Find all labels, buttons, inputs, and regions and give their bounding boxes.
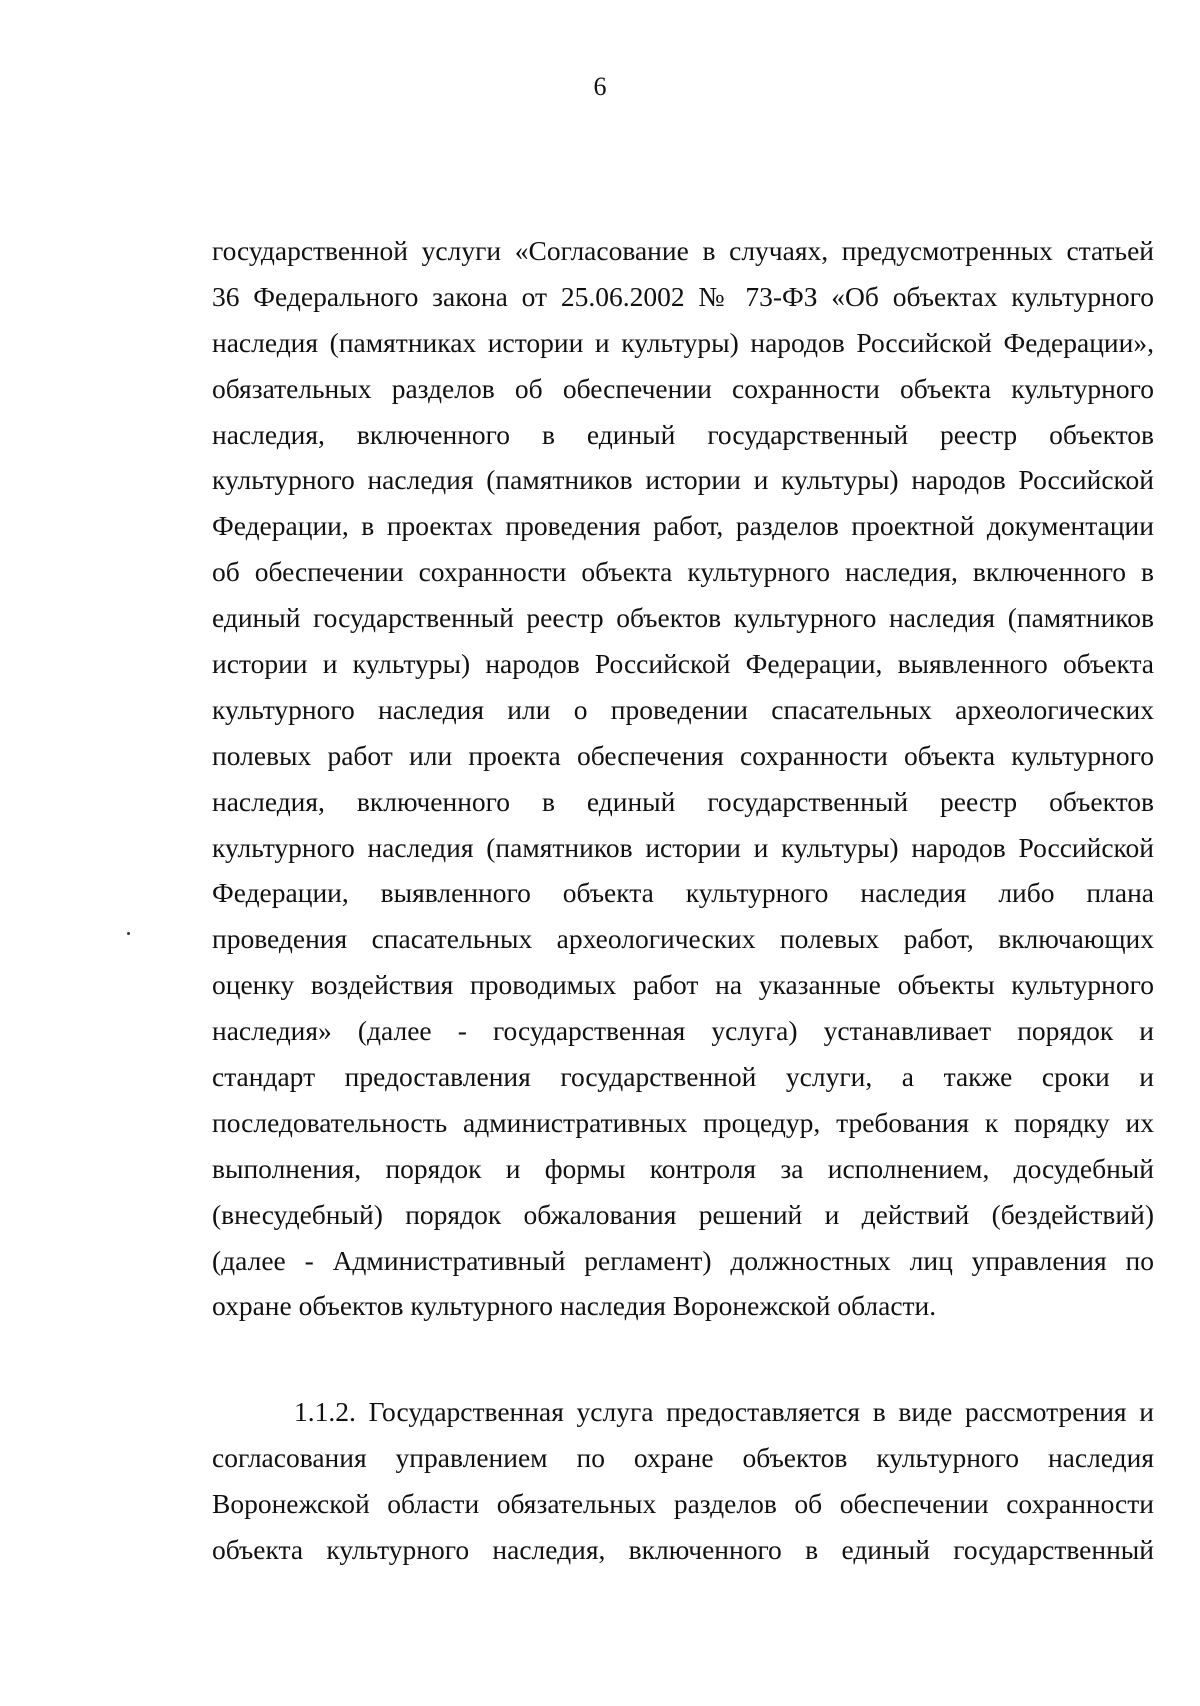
paragraph-1-line: обязательных разделов об обеспечении сохранности объекта культурного xyxy=(212,372,1154,404)
paragraph-1-line: выполнения, порядок и формы контроля за исполнением, досудебный xyxy=(212,1152,1154,1184)
paragraph-1-line: 36 Федерального закона от 25.06.2002 № 73-ФЗ «Об объектах культурного xyxy=(212,280,1154,312)
paragraph-1-line: оценку воздействия проводимых работ на указанные объекты культурного xyxy=(212,969,1154,1001)
paragraph-1-line: истории и культуры) народов Российской Федерации, выявленного объекта xyxy=(212,648,1154,680)
paragraph-2-line: 1.1.2. Государственная услуга предоставляется в виде рассмотрения и xyxy=(294,1396,1154,1427)
paragraph-1-line: охране объектов культурного наследия Воронежской области. xyxy=(212,1290,937,1322)
paragraph-1-line: единый государственный реестр объектов культурного наследия (памятников xyxy=(212,602,1154,634)
paragraph-2-line: согласования управлением по охране объектов культурного наследия xyxy=(212,1441,1154,1473)
paragraph-1-line: стандарт предоставления государственной услуги, а также сроки и xyxy=(212,1061,1154,1093)
paragraph-1-line: государственной услуги «Согласование в случаях, предусмотренных статьей xyxy=(212,235,1154,266)
paragraph-1-line: полевых работ или проекта обеспечения сохранности объекта культурного xyxy=(212,739,1154,771)
scan-speck xyxy=(127,932,130,935)
page-number: 6 xyxy=(593,72,607,101)
paragraph-2 xyxy=(212,1389,1154,1573)
paragraph-1-line: наследия» (далее - государственная услуга) устанавливает порядок и xyxy=(212,1015,1154,1047)
paragraph-1-line: культурного наследия (памятников истории и культуры) народов Российской xyxy=(212,464,1154,496)
paragraph-1-line: культурного наследия или о проведении спасательных археологических xyxy=(212,693,1154,725)
paragraph-1-line: Федерации, в проектах проведения работ, разделов проектной документации xyxy=(212,510,1154,542)
paragraph-1-line: наследия, включенного в единый государственный реестр объектов xyxy=(212,418,1154,450)
paragraph-1-line: наследия (памятниках истории и культуры) народов Российской Федерации», xyxy=(212,326,1154,358)
paragraph-1-line: наследия, включенного в единый государственный реестр объектов xyxy=(212,785,1154,817)
paragraph-1-line: (внесудебный) порядок обжалования решений и действий (бездействий) xyxy=(212,1198,1154,1230)
paragraph-1-line: проведения спасательных археологических полевых работ, включающих xyxy=(212,923,1154,955)
paragraph-1-line: об обеспечении сохранности объекта культурного наследия, включенного в xyxy=(212,556,1154,588)
paragraph-1-line: (далее - Административный регламент) должностных лиц управления по xyxy=(212,1244,1154,1276)
paragraph-1-line: Федерации, выявленного объекта культурного наследия либо плана xyxy=(212,877,1154,909)
paragraph-2-line: объекта культурного наследия, включенного в единый государственный xyxy=(212,1533,1154,1565)
paragraph-1-line: культурного наследия (памятников истории и культуры) народов Российской xyxy=(212,831,1154,863)
paragraph-1 xyxy=(212,228,1154,1329)
paragraph-1-line: последовательность административных процедур, требования к порядку их xyxy=(212,1106,1154,1138)
paragraph-2-line: Воронежской области обязательных разделов об обеспечении сохранности xyxy=(212,1487,1154,1519)
